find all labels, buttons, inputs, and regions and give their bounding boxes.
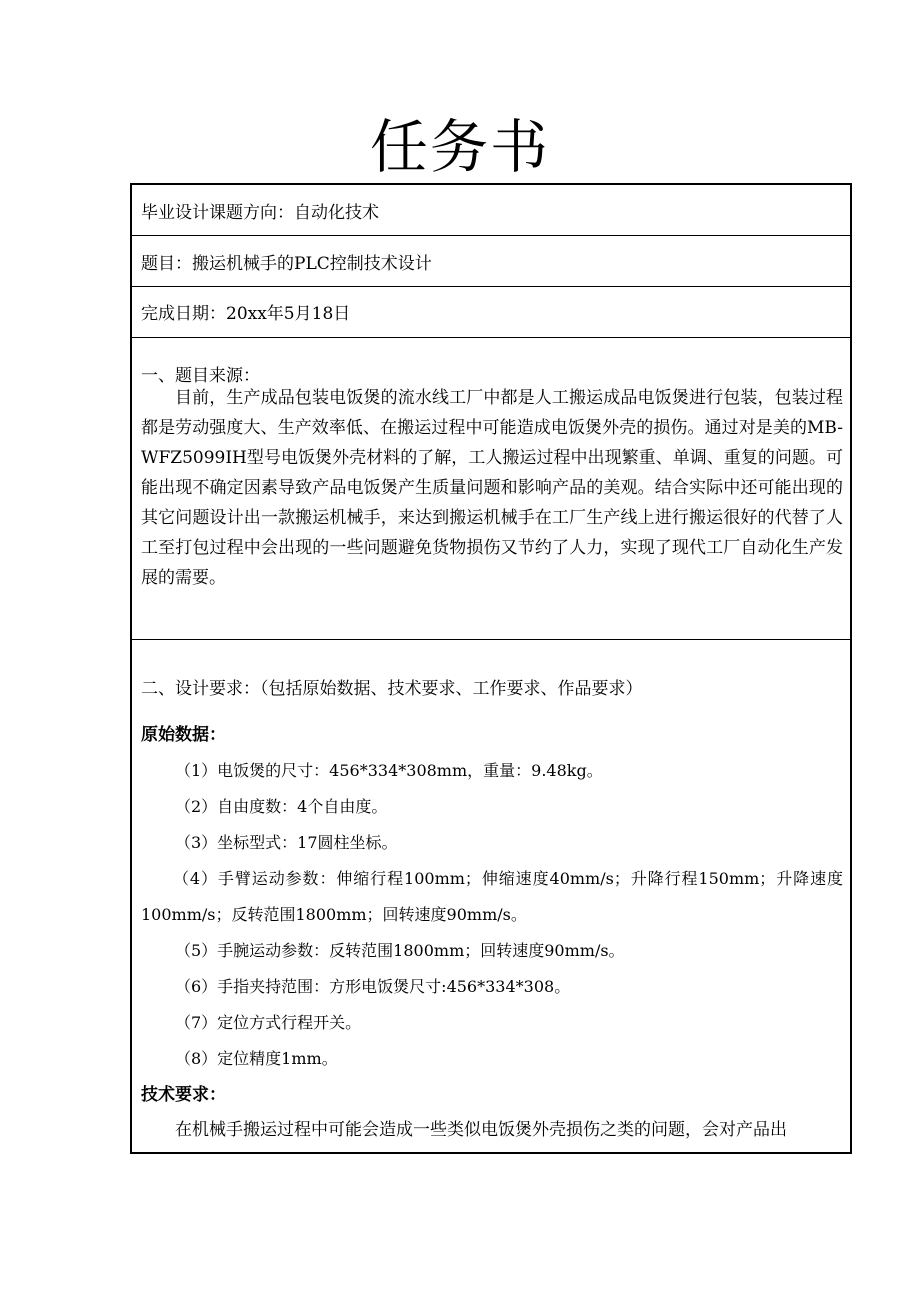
tech-text: 在机械手搬运过程中可能会造成一些类似电饭煲外壳损伤之类的问题，会对产品出 <box>175 1120 787 1140</box>
task-table <box>130 183 852 1154</box>
row-divider <box>132 235 850 236</box>
list-item: （3）坐标型式：17圆柱坐标。 <box>175 833 398 852</box>
requirements-heading: 二、设计要求：（包括原始数据、技术要求、工作要求、作品要求） <box>141 679 643 699</box>
page-title: 任务书 <box>369 113 550 181</box>
original-data-label: 原始数据： <box>141 725 226 745</box>
tech-label: 技术要求： <box>141 1085 226 1105</box>
list-item: （8）定位精度1mm。 <box>175 1049 338 1068</box>
row-divider <box>132 337 850 338</box>
topic-row: 题目：搬运机械手的PLC控制技术设计 <box>141 254 432 274</box>
list-item: （7）定位方式行程开关。 <box>175 1013 362 1032</box>
date-row: 完成日期：20xx年5月18日 <box>141 304 351 324</box>
source-heading: 一、题目来源： <box>141 366 260 386</box>
row-divider <box>132 286 850 287</box>
list-item: （6）手指夹持范围：方形电饭煲尺寸:456*334*308。 <box>175 977 571 996</box>
list-item: （1）电饭煲的尺寸：456*334*308mm，重量：9.48kg。 <box>175 761 603 780</box>
list-item: （2）自由度数：4个自由度。 <box>175 797 388 816</box>
list-item: （5）手腕运动参数：反转范围1800mm；回转速度90mm/s。 <box>175 941 625 960</box>
row-divider <box>132 639 850 640</box>
list-item: （4）手臂运动参数：伸缩行程100mm；伸缩速度40mm/s；升降行程150mm；升降速度100mm/s；反转范围1800mm；回转速度90mm/s。 <box>141 869 843 924</box>
source-paragraph: 目前，生产成品包装电饭煲的流水线工厂中都是人工搬运成品电饭煲进行包装，包装过程都是劳动强度大、生产效率低、在搬运过程中可能造成电饭煲外壳的损伤。通过对是美的MB-WFZ5099IH型号电饭煲外壳材料的了解，工人搬运过程中出现繁重、单调、重复的问题。可能出现不确定因素导致产品电饭煲产生质量问题和影响产品的美观。结合实际中还可能出现的其它问题设计出一款搬运机械手，来达到搬运机械手在工厂生产线上进行搬运很好的代替了人工至打包过程中会出现的一些问题避免货物损伤又节约了人力，实现了现代工厂自动化生产发展的需要。 <box>141 388 843 588</box>
direction-row: 毕业设计课题方向：自动化技术 <box>141 203 379 223</box>
